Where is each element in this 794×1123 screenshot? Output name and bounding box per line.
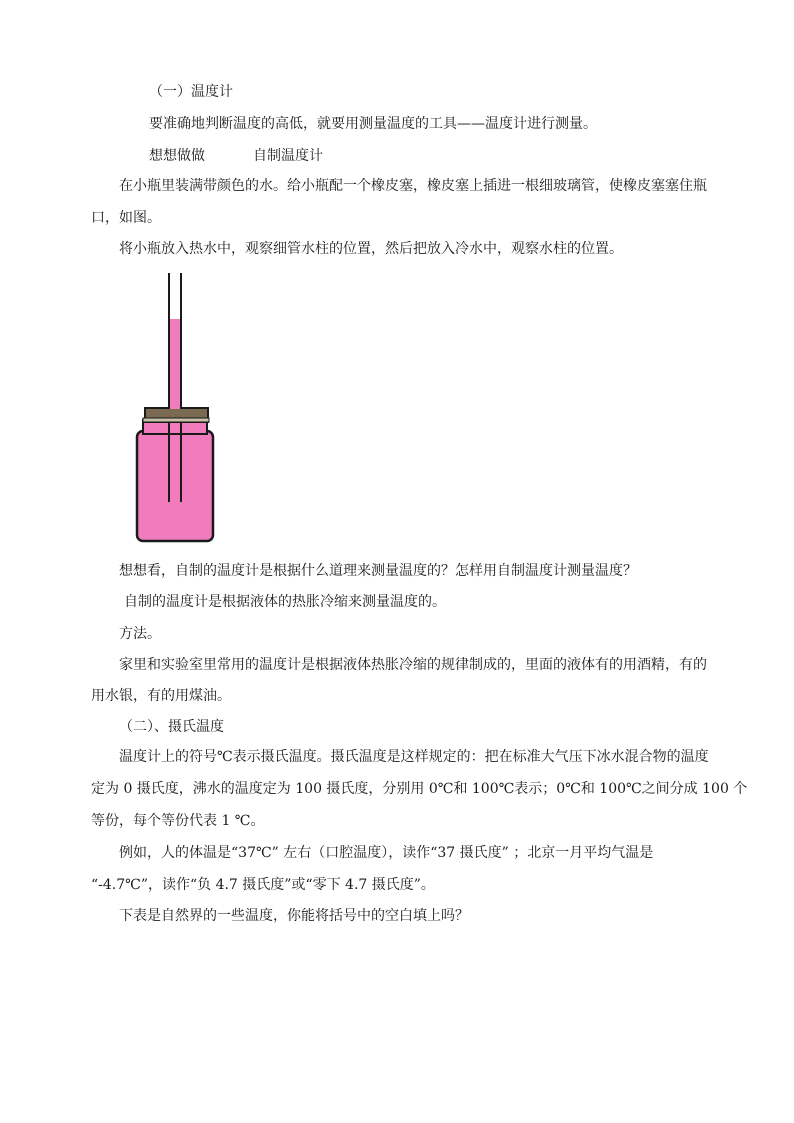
glass-tube-liquid <box>170 319 180 409</box>
paragraph-line: 例如，人的体温是“37℃” 左右（口腔温度），读作“37 摄氏度” ；北京一月平均气温是 <box>119 845 654 861</box>
bottle-body <box>137 431 213 541</box>
paragraph-line: 温度计上的符号℃表示摄氏温度。摄氏温度是这样规定的：把在标准大气压下冰水混合物的温度 <box>119 749 709 765</box>
homemade-thermometer-bottle-icon <box>132 270 222 545</box>
stopper-rim <box>143 418 209 422</box>
activity-label: 想想做做 <box>149 148 205 164</box>
activity-line <box>149 146 323 166</box>
paragraph-line: “-4.7℃”，读作“负 4.7 摄氏度”或“零下 4.7 摄氏度”。 <box>91 877 435 893</box>
answer-paragraph: 自制的温度计是根据液体的热胀冷缩来测量温度的。 <box>124 594 446 610</box>
question-paragraph: 想想看，自制的温度计是根据什么道理来测量温度的？怎样用自制温度计测量温度？ <box>119 563 637 579</box>
activity-title: 自制温度计 <box>253 148 323 164</box>
paragraph-line: 等份，每个等份代表 1 ℃。 <box>91 813 265 829</box>
thermometer-figure <box>132 270 222 545</box>
method-label: 方法。 <box>119 626 161 642</box>
paragraph-line: 家里和实验室里常用的温度计是根据液体热胀冷缩的规律制成的，里面的液体有的用酒精，有的 <box>119 657 707 673</box>
paragraph-line: 口，如图。 <box>91 210 161 226</box>
paragraph-line: 定为 0 摄氏度，沸水的温度定为 100 摄氏度，分别用 0℃和 100℃表示；0℃和 100℃之间分成 100 个 <box>91 781 748 797</box>
intro-paragraph: 要准确地判断温度的高低，就要用测量温度的工具——温度计进行测量。 <box>149 116 597 132</box>
section-heading-thermometer: （一）温度计 <box>149 84 233 100</box>
section-heading-celsius: （二）、摄氏温度 <box>119 719 224 735</box>
paragraph-line: 下表是自然界的一些温度，你能将括号中的空白填上吗？ <box>119 908 469 924</box>
paragraph-line: 用水银，有的用煤油。 <box>91 688 231 704</box>
paragraph-line: 将小瓶放入热水中，观察细管水柱的位置，然后把放入冷水中，观察水柱的位置。 <box>119 241 623 257</box>
paragraph-line: 在小瓶里装满带颜色的水。给小瓶配一个橡皮塞，橡皮塞上插进一根细玻璃管，使橡皮塞塞住瓶 <box>119 178 707 194</box>
